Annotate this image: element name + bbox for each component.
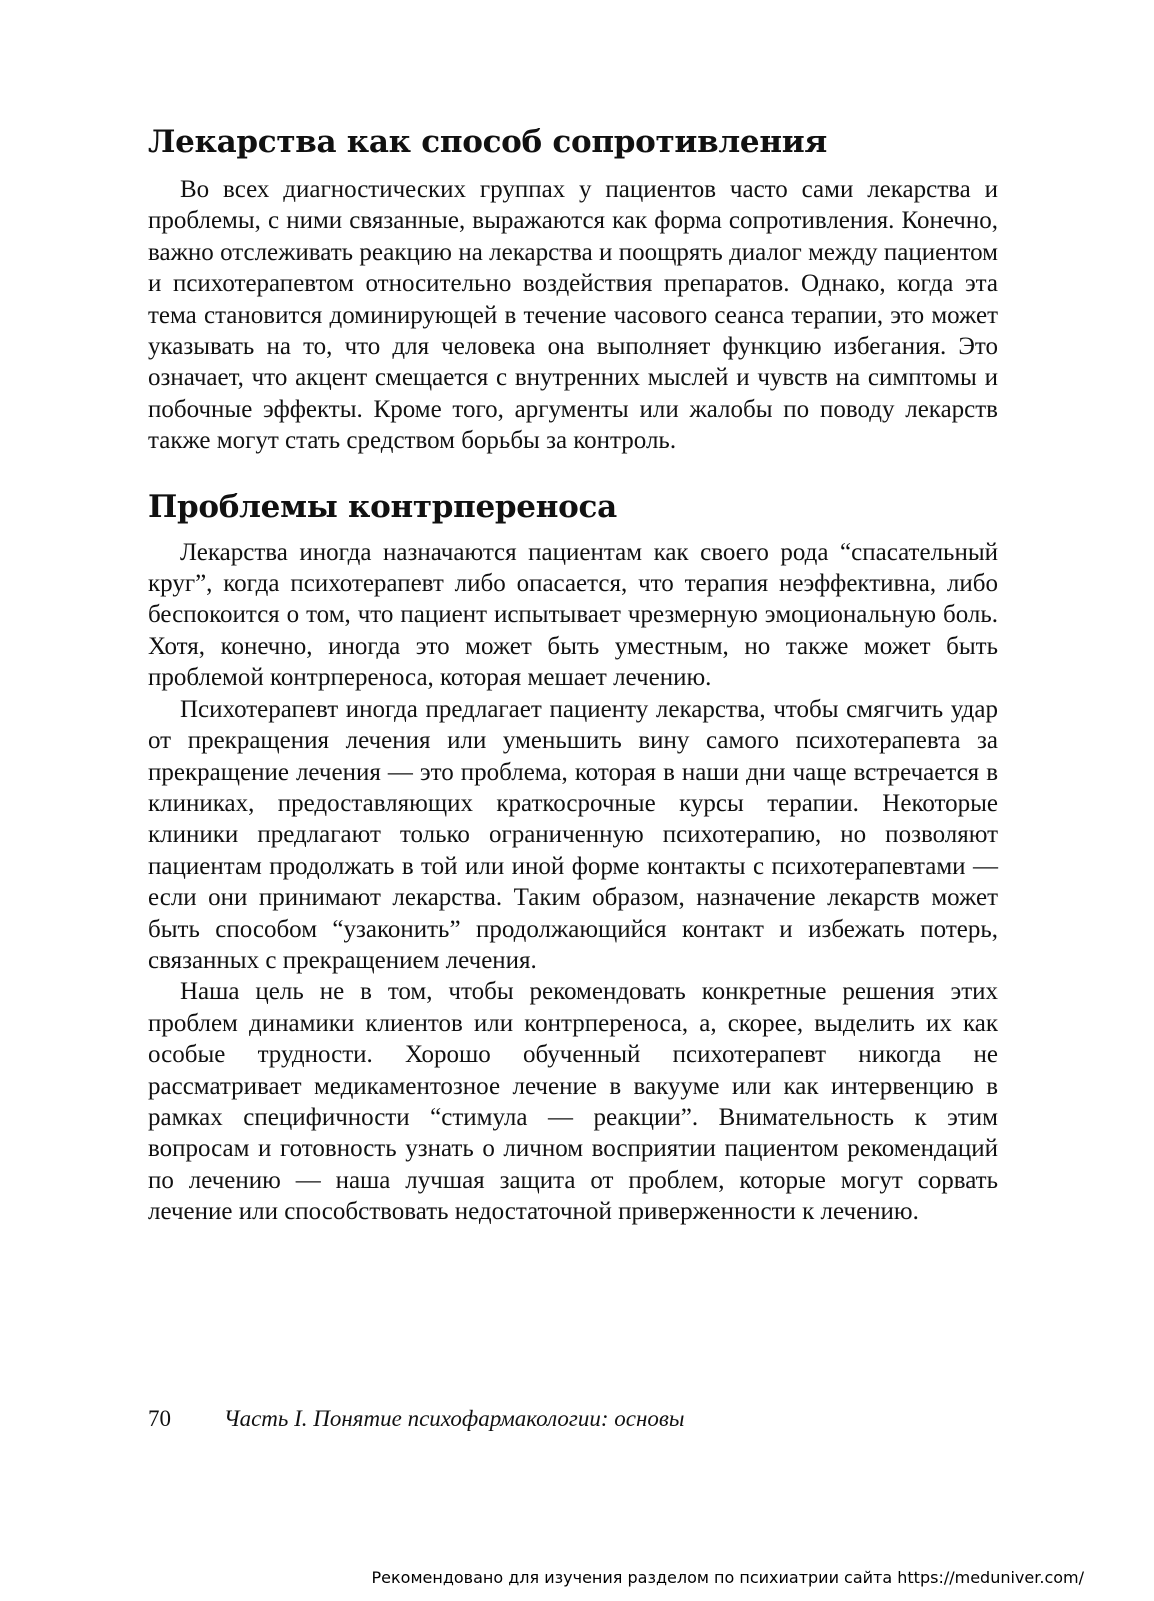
page-footer <box>148 1404 684 1434</box>
running-head: Часть I. Понятие психофармакологии: основы <box>223 1406 685 1431</box>
section-paragraph: Психотерапевт иногда предлагает пациенту лекарства, чтобы смягчить удар от прекращения лечения или уменьшить вину самого психотерапевта за прекращение лечения — это проблема, которая в наши дни чаще встречается в клиниках, предоставляющих краткосрочные курсы терапии. Некоторые клиники предлагают только ограниченную психотерапию, но позволяют пациентам продолжать в той или иной форме контакты с психотерапевтами — если они принимают лекарства. Таким образом, назначение лекарств может быть способом “узаконить” продолжающийся контакт и избежать потерь, связанных с прекращением лечения. <box>148 695 998 974</box>
section-title-countertransference: Проблемы контрпереноса <box>148 488 617 525</box>
section-paragraph: Наша цель не в том, чтобы рекомендовать конкретные решения этих проблем динамики клиентов или контрпереноса, а, скорее, выделить их как особые трудности. Хорошо обученный психотерапевт никогда не рассматривает медикаментозное лечение в вакууме или как интервенцию в рамках специфичности “стимула — реакции”. Внимательность к этим вопросам и готовность узнать о личном восприятии пациентом рекомендаций по лечению — наша лучшая защита от проблем, которые могут сорвать лечение или способствовать недостаточной приверженности к лечению. <box>148 978 998 1226</box>
site-watermark: Рекомендовано для изучения разделом по психиатрии сайта https://meduniver.com/ <box>371 1568 1084 1587</box>
page-number: 70 <box>148 1406 171 1431</box>
page-body <box>148 122 998 1228</box>
section-paragraph: Во всех диагностических группах у пациентов часто сами лекарства и проблемы, с ними связанные, выражаются как форма сопротивления. Конечно, важно отслеживать реакцию на лекарства и поощрять диалог между пациентом и психотерапевтом относительно воздействия препаратов. Однако, когда эта тема становится доминирующей в течение часового сеанса терапии, это может указывать на то, что для человека она выполняет функцию избегания. Это означает, что акцент смещается с внутренних мыслей и чувств на симптомы и побочные эффекты. Кроме того, аргументы или жалобы по поводу лекарств также могут стать средством борьбы за контроль. <box>148 176 998 455</box>
section-paragraph: Лекарства иногда назначаются пациентам как своего рода “спасательный круг”, когда психотерапевт либо опасается, что терапия неэффективна, либо беспокоится о том, что пациент испытывает чрезмерную эмоциональную боль. Хотя, конечно, иногда это может быть уместным, но также может быть проблемой контрпереноса, которая мешает лечению. <box>148 538 998 692</box>
section-title-resistance: Лекарства как способ сопротивления <box>148 124 828 160</box>
